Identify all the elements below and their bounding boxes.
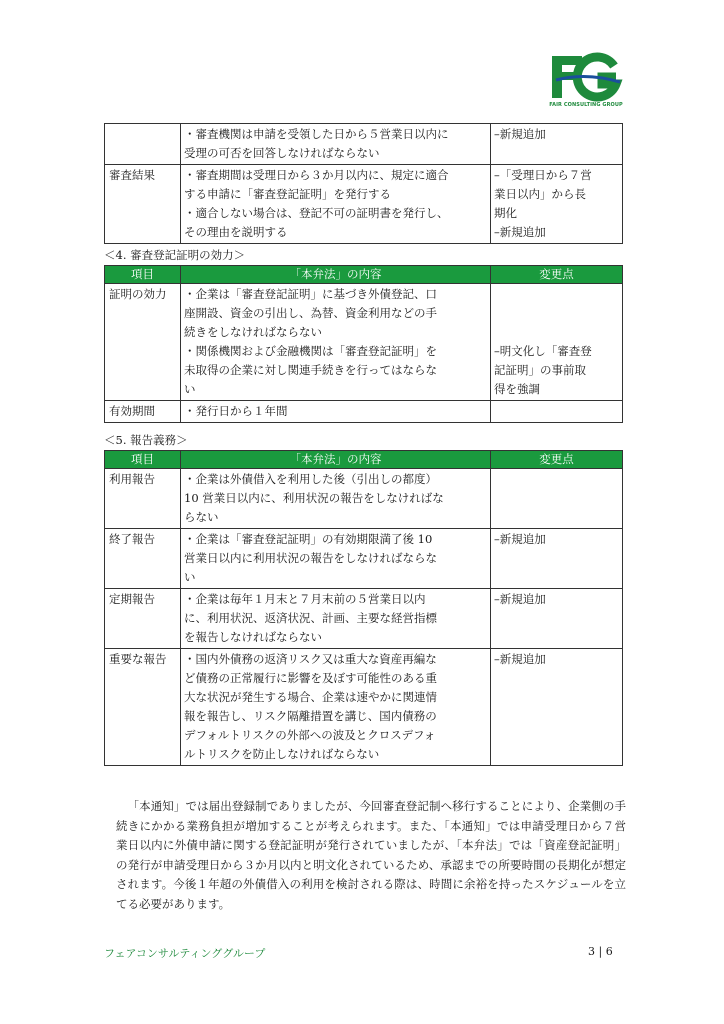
table-row (105, 124, 623, 165)
row-item-cell: 利用報告 (105, 469, 181, 529)
row-item-cell: 定期報告 (105, 589, 181, 649)
footer-brand: フェアコンサルティンググループ (104, 947, 266, 960)
row-content-cell (181, 165, 491, 244)
column-header: 変更点 (491, 451, 623, 469)
change-line: –新規追加 (494, 225, 546, 239)
row-content-cell (181, 649, 491, 766)
row-change-cell (491, 469, 623, 529)
content-line: 受理の可否を回答しなければならない (184, 146, 380, 160)
row-item-cell: 重要な報告 (105, 649, 181, 766)
change-line: 業日以内」から長 (494, 187, 586, 201)
row-content-cell (181, 589, 491, 649)
table-row (105, 401, 623, 423)
content-line: する申請に「審査登記証明」を発行する (184, 187, 391, 201)
certificate-effect-table (104, 265, 623, 423)
content-line: に、利用状況、返済状況、計画、主要な経営指標 (184, 611, 437, 625)
row-content-cell (181, 469, 491, 529)
row-change-cell (491, 649, 623, 766)
table-row (105, 469, 623, 529)
content-line: 営業日以内に利用状況の報告をしなければならな (184, 551, 437, 565)
logo-caption: FAIR CONSULTING GROUP (549, 102, 623, 108)
content-line: ・国内外債務の返済リスク又は重大な資産再編な (184, 652, 437, 666)
content-line: ・企業は「審査登記証明」の有効期限満了後 10 (184, 532, 433, 546)
change-line: –明文化し「審査登 (494, 344, 592, 358)
row-change-cell (491, 401, 623, 423)
section-4-title: ＜4. 審査登記証明の効力＞ (104, 248, 246, 262)
column-header: 項目 (105, 451, 181, 469)
content-line: ・審査機関は申請を受領した日から５営業日以内に (184, 127, 449, 141)
fg-logo-icon (548, 52, 624, 102)
company-logo (548, 52, 624, 102)
change-line: –新規追加 (494, 592, 546, 606)
reporting-obligation-table (104, 450, 623, 766)
row-change-cell (491, 589, 623, 649)
change-line (494, 304, 619, 323)
row-content-cell (181, 124, 491, 165)
examination-table-continued (104, 123, 623, 244)
content-line: 未取得の企業に対し関連手続きを行ってはならな (184, 363, 437, 377)
change-line (494, 285, 619, 304)
content-line: デフォルトリスクの外部への波及とクロスデフォ (184, 728, 436, 742)
content-line: ルトリスクを防止しなければならない (184, 747, 380, 761)
change-line: 期化 (494, 206, 517, 220)
change-line: 記証明」の事前取 (494, 363, 586, 377)
column-header: 変更点 (491, 266, 623, 284)
content-line: を報告しなければならない (184, 630, 322, 644)
content-line: ・適合しない場合は、登記不可の証明書を発行し、 (184, 206, 449, 220)
table-row (105, 529, 623, 589)
content-line: ・企業は外債借入を利用した後（引出しの都度） (184, 472, 437, 486)
content-line: 10 営業日以内に、利用状況の報告をしなければな (184, 491, 444, 505)
row-change-cell (491, 529, 623, 589)
change-line: –新規追加 (494, 652, 546, 666)
change-line (494, 470, 619, 489)
content-line: い (184, 382, 196, 396)
row-item-cell: 終了報告 (105, 529, 181, 589)
column-header: 「本弁法」の内容 (181, 451, 491, 469)
page-number: 3 | 6 (588, 945, 613, 958)
summary-paragraph: 「本通知」では届出登録制でありましたが、今回審査登記制へ移行することにより、企業側の手続きにかかる業務負担が増加することが考えられます。また、「本通知」では申請受理日から７営業日以内に外債申請に関する登記証明が発行されていましたが、「本弁法」では「資産登記証明」の発行が申請受理日から３か月以内と明文化されているため、承認までの所要時間の長期化が想定されます。今後１年超の外債借入の利用を検討される際は、時間に余裕を持ったスケジュールを立てる必要があります。 (116, 799, 626, 911)
row-item-cell: 有効期間 (105, 401, 181, 423)
column-header: 項目 (105, 266, 181, 284)
row-change-cell (491, 124, 623, 165)
content-line: ・審査期間は受理日から３か月以内に、規定に適合 (184, 168, 449, 182)
change-line: –新規追加 (494, 532, 546, 546)
change-line: –「受理日から７営 (494, 168, 592, 182)
content-line: ・企業は毎年１月末と７月末前の５営業日以内 (184, 592, 426, 606)
column-header: 「本弁法」の内容 (181, 266, 491, 284)
row-change-cell (491, 284, 623, 401)
row-item-cell: 証明の効力 (105, 284, 181, 401)
row-change-cell (491, 165, 623, 244)
content-line: 報を報告し、リスク隔離措置を講じ、国内債務の (184, 709, 437, 723)
content-line: らない (184, 510, 219, 524)
content-line: ・企業は「審査登記証明」に基づき外債登記、口 (184, 287, 437, 301)
table-row (105, 589, 623, 649)
change-line (494, 323, 619, 342)
content-line: ど債務の正常履行に影響を及ぼす可能性のある重 (184, 671, 437, 685)
row-item-cell: 審査結果 (105, 165, 181, 244)
section-5-title: ＜5. 報告義務＞ (104, 433, 188, 447)
content-line: い (184, 570, 196, 584)
content-line: 座開設、資金の引出し、為替、資金利用などの手 (184, 306, 437, 320)
row-content-cell (181, 401, 491, 423)
change-line: –新規追加 (494, 127, 546, 141)
content-line: 続きをしなければならない (184, 325, 322, 339)
content-line: その理由を説明する (184, 225, 288, 239)
row-content-cell (181, 284, 491, 401)
row-content-cell (181, 529, 491, 589)
content-line: ・発行日から１年間 (184, 404, 288, 418)
table-row (105, 284, 623, 401)
change-line: 得を強調 (494, 382, 540, 396)
table-row (105, 165, 623, 244)
row-item-cell (105, 124, 181, 165)
content-line: 大な状況が発生する場合、企業は速やかに関連情 (184, 690, 437, 704)
table-row (105, 649, 623, 766)
change-line (494, 402, 619, 421)
content-line: ・関係機関および金融機関は「審査登記証明」を (184, 344, 437, 358)
